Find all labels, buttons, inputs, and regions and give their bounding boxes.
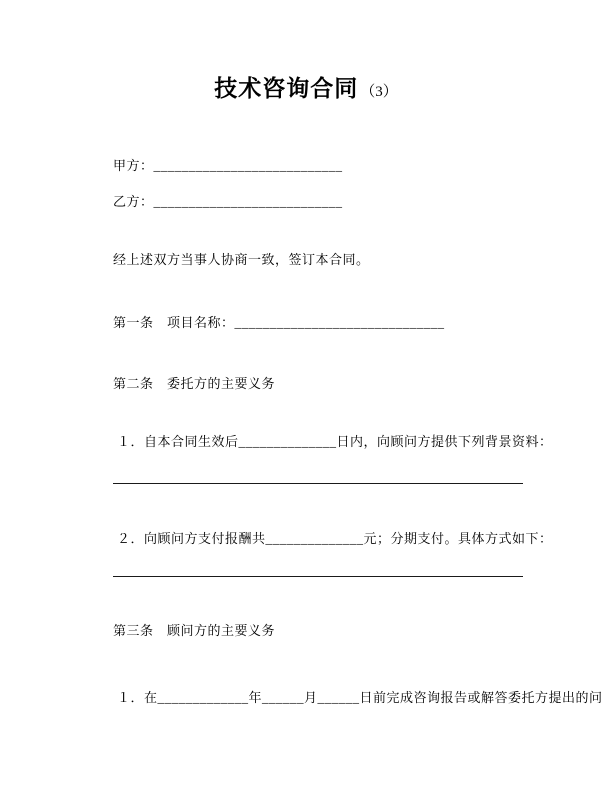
fill-in-line-payment-method <box>113 576 523 577</box>
contract-title-number: （3） <box>360 84 398 100</box>
clause-3-item-1: １．在_____________年______月______日前完成咨询报告或解答委托方提出的问 <box>117 690 603 705</box>
clause-2-item-2: ２．向顾问方支付报酬共______________元；分期支付。具体方式如下： <box>117 531 553 546</box>
contract-title-text: 技术咨询合同 <box>214 75 359 101</box>
fill-in-line-background-materials <box>113 483 523 484</box>
clause-2-heading: 第二条 委托方的主要义务 <box>113 376 276 391</box>
clause-1-project-name: 第一条 项目名称：______________________________ <box>113 315 445 330</box>
page-title <box>0 70 612 103</box>
party-a-line: 甲方：___________________________ <box>113 158 343 173</box>
intro-sentence: 经上述双方当事人协商一致，签订本合同。 <box>113 252 370 267</box>
clause-2-item-1: １．自本合同生效后______________日内，向顾问方提供下列背景资料： <box>117 434 553 449</box>
party-b-line: 乙方：___________________________ <box>113 194 343 209</box>
clause-3-heading: 第三条 顾问方的主要义务 <box>113 623 276 638</box>
